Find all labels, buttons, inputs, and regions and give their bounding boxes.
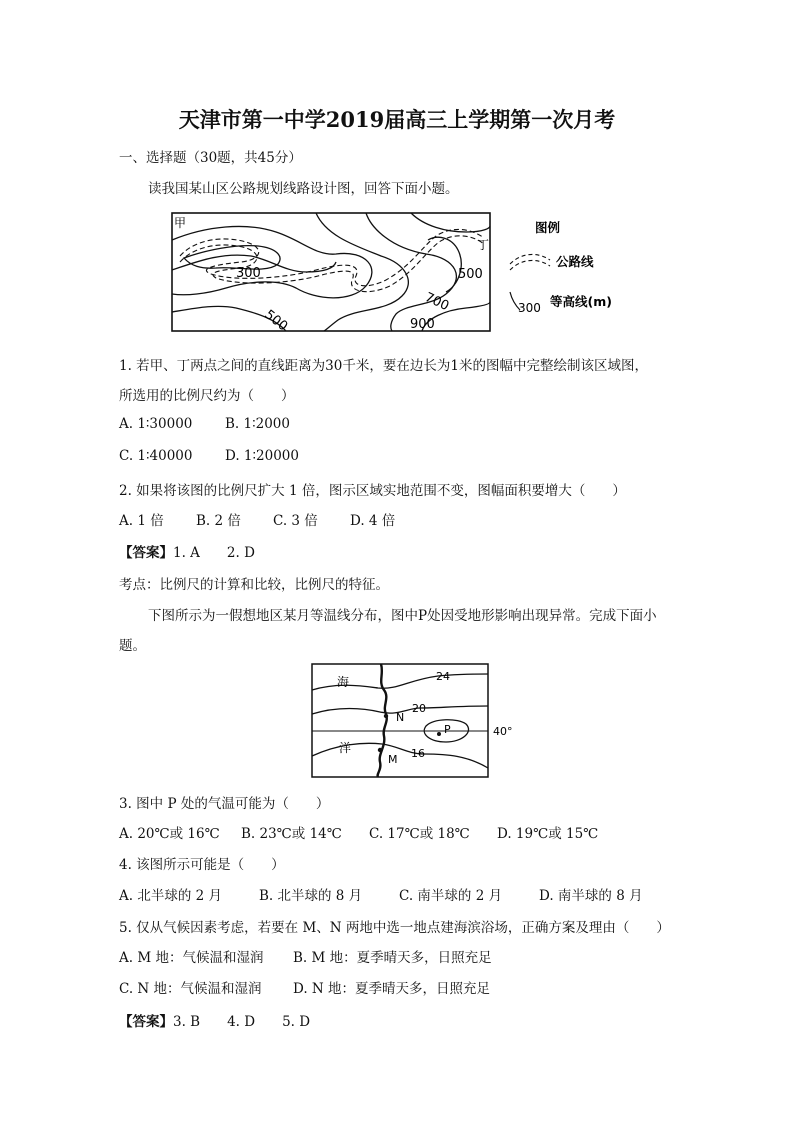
point-p-label: P [444,723,451,736]
legend-title: 图例 [535,220,561,235]
document-title: 天津市第一中学2019届高三上学期第一次月考 [178,107,616,132]
point-n-label: N [396,711,405,724]
sea-label-hai: 海 [337,675,350,689]
section-heading: 一、选择题（30题，共45分） [119,150,302,166]
contour-label-700: 700 [422,290,452,315]
option-5d: D. N 地：夏季晴天多，日照充足 [293,981,491,997]
point-jia-label: 甲 [174,216,187,230]
question-5: 5. 仅从气候因素考虑，若要在 M、N 两地中选一地点建海滨浴场，正确方案及理由（ ） [119,920,670,936]
question-4: 4. 该图所示可能是（ ） [119,857,285,873]
sea-label-yang: 洋 [339,741,352,755]
option-5b: B. M 地：夏季晴天多，日照充足 [293,950,492,966]
question-3: 3. 图中 P 处的气温可能为（ ） [119,796,330,812]
answer-1-text: 1. A 2. D [173,545,255,561]
question-1-line-1: 1. 若甲、丁两点之间的直线距离为30千米，要在边长为1米的图幅中完整绘制该区域图， [119,358,648,374]
option-5a: A. M 地：气候温和湿润 [119,950,264,966]
option-4d: D. 南半球的 8 月 [539,888,643,904]
answer-2-text: 3. B 4. D 5. D [173,1014,311,1030]
option-2a: A. 1 倍 [119,513,164,529]
legend-road-label: 公路线 [556,254,594,269]
question-1-options-row-1 [119,416,290,432]
point-p-marker [437,732,441,736]
question-5-options-row-2 [119,977,490,997]
point-m-marker [378,748,382,752]
option-2c: C. 3 倍 [273,513,318,529]
question-2-options [119,509,395,529]
contour-label-500-b: 500 [458,267,483,282]
latitude-label: 40° [493,725,513,738]
question-1-options-row-2 [119,448,299,464]
exam-point: 考点：比例尺的计算和比较，比例尺的特征。 [119,577,389,593]
answer-2-label: 【答案】 [119,1014,173,1030]
option-4a: A. 北半球的 2 月 [119,888,223,904]
option-4b: B. 北半球的 8 月 [259,888,363,904]
contour-road-map [166,208,636,338]
isotherm-label-16: 16 [411,747,425,760]
answer-1 [119,541,255,561]
option-2b: B. 2 倍 [196,513,241,529]
option-3b: B. 23℃或 14℃ [241,826,342,842]
contour-label-900: 900 [410,317,435,332]
intro-text-2-line-2: 题。 [119,638,146,654]
point-n-marker [384,714,388,718]
intro-text-1: 读我国某山区公路规划线路设计图，回答下面小题。 [148,181,459,197]
option-3a: A. 20℃或 16℃ [119,826,220,842]
option-2d: D. 4 倍 [350,513,396,529]
option-4c: C. 南半球的 2 月 [399,888,503,904]
legend-contour-label: 等高线(m) [550,294,612,309]
option-1c: C. 1∶40000 [119,448,193,464]
legend-road-symbol [510,254,550,270]
contour-label-300: 300 [236,266,261,281]
option-1a: A. 1∶30000 [119,416,193,432]
option-3c: C. 17℃或 18℃ [369,826,470,842]
point-m-label: M [388,753,398,766]
option-5c: C. N 地：气候温和湿润 [119,981,262,997]
question-1-line-2: 所选用的比例尺约为（ ） [119,388,295,404]
option-3d: D. 19℃或 15℃ [497,826,599,842]
option-1b: B. 1∶2000 [225,416,290,432]
contour-label-500-a: 500 [261,307,291,335]
question-5-options-row-1 [119,946,492,966]
isotherm-map [308,660,528,782]
answer-2 [119,1010,310,1030]
question-2: 2. 如果将该图的比例尺扩大 1 倍，图示区域实地范围不变，图幅面积要增大（ ） [119,483,626,499]
answer-1-label: 【答案】 [119,545,173,561]
option-1d: D. 1∶20000 [225,448,299,464]
isotherm-label-20: 20 [412,702,426,715]
question-3-options [119,822,598,842]
isotherm-label-24: 24 [436,670,450,683]
question-4-options [119,884,643,904]
legend-contour-value: 300 [518,301,541,315]
intro-text-2-line-1: 下图所示为一假想地区某月等温线分布，图中P处因受地形影响出现异常。完成下面小 [148,608,657,624]
point-ding-label: 丁 [477,238,490,252]
